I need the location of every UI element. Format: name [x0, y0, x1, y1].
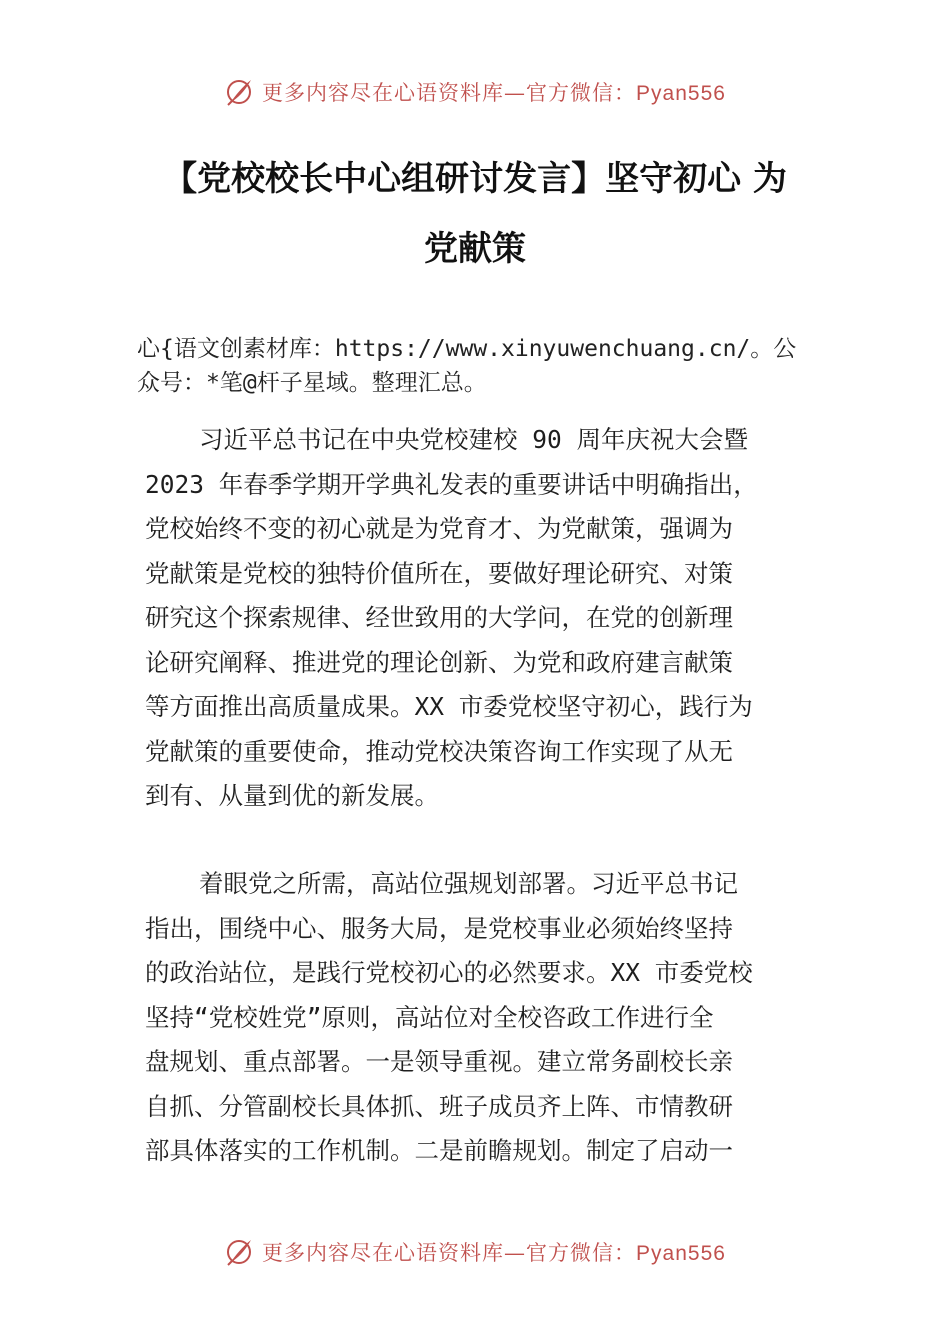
paragraph-line: 研究这个探索规律、经世致用的大学问，在党的创新理	[145, 603, 733, 632]
paragraph-line: 党献策的重要使命，推动党校决策咨询工作实现了从无	[145, 736, 733, 766]
paragraph-line: 2023 年春季学期开学典礼发表的重要讲话中明确指出，	[145, 469, 758, 499]
feather-pen-logo-icon	[224, 77, 254, 107]
paragraph-line: 盘规划、重点部署。一是领导重视。建立常务副校长亲	[145, 1047, 733, 1076]
source-note-line-1: 心{语文创素材库：https://www.xinyuwenchuang.cn/。公	[137, 336, 797, 362]
watermark-text	[262, 77, 726, 107]
body-paragraph-1	[145, 418, 815, 819]
watermark-label: 更多内容尽在心语资料库—官方微信：	[262, 81, 637, 105]
paragraph-line: 到有、从量到优的新发展。	[145, 781, 439, 810]
feather-pen-logo-icon	[224, 1237, 254, 1267]
paragraph-line: 指出，围绕中心、服务大局，是党校事业必须始终坚持	[145, 913, 733, 943]
footer-watermark	[0, 1232, 950, 1272]
watermark-wechat-id: Pyan556	[636, 1242, 726, 1265]
watermark-wechat-id: Pyan556	[636, 82, 726, 105]
paragraph-line: 习近平总书记在中央党校建校 90 周年庆祝大会暨	[199, 425, 748, 454]
paragraph-line: 党校始终不变的初心就是为党育才、为党献策，强调为	[145, 514, 733, 543]
watermark-text	[262, 1237, 726, 1267]
header-watermark	[0, 72, 950, 112]
body-paragraph-2	[145, 862, 815, 1174]
paragraph-line: 着眼党之所需，高站位强规划部署。习近平总书记	[199, 869, 738, 898]
paragraph-line: 等方面推出高质量成果。XX 市委党校坚守初心，践行为	[145, 692, 753, 721]
source-note-line-2: 众号：*笔@杆子星域。整理汇总。	[137, 370, 487, 396]
document-title-line-1: 【党校校长中心组研讨发言】坚守初心 为	[163, 159, 787, 199]
paragraph-line: 论研究阐释、推进党的理论创新、为党和政府建言献策	[145, 647, 733, 677]
watermark-label: 更多内容尽在心语资料库—官方微信：	[262, 1241, 637, 1265]
paragraph-line: 党献策是党校的独特价值所在，要做好理论研究、对策	[145, 558, 733, 588]
paragraph-line: 的政治站位，是践行党校初心的必然要求。XX 市委党校	[145, 958, 753, 987]
paragraph-line: 部具体落实的工作机制。二是前瞻规划。制定了启动一	[145, 1136, 733, 1165]
document-title-line-2: 党献策	[424, 229, 526, 269]
source-note	[137, 332, 837, 400]
paragraph-line: 自抓、分管副校长具体抓、班子成员齐上阵、市情教研	[145, 1091, 733, 1121]
paragraph-line: 坚持“党校姓党”原则，高站位对全校咨政工作进行全	[145, 1002, 714, 1032]
